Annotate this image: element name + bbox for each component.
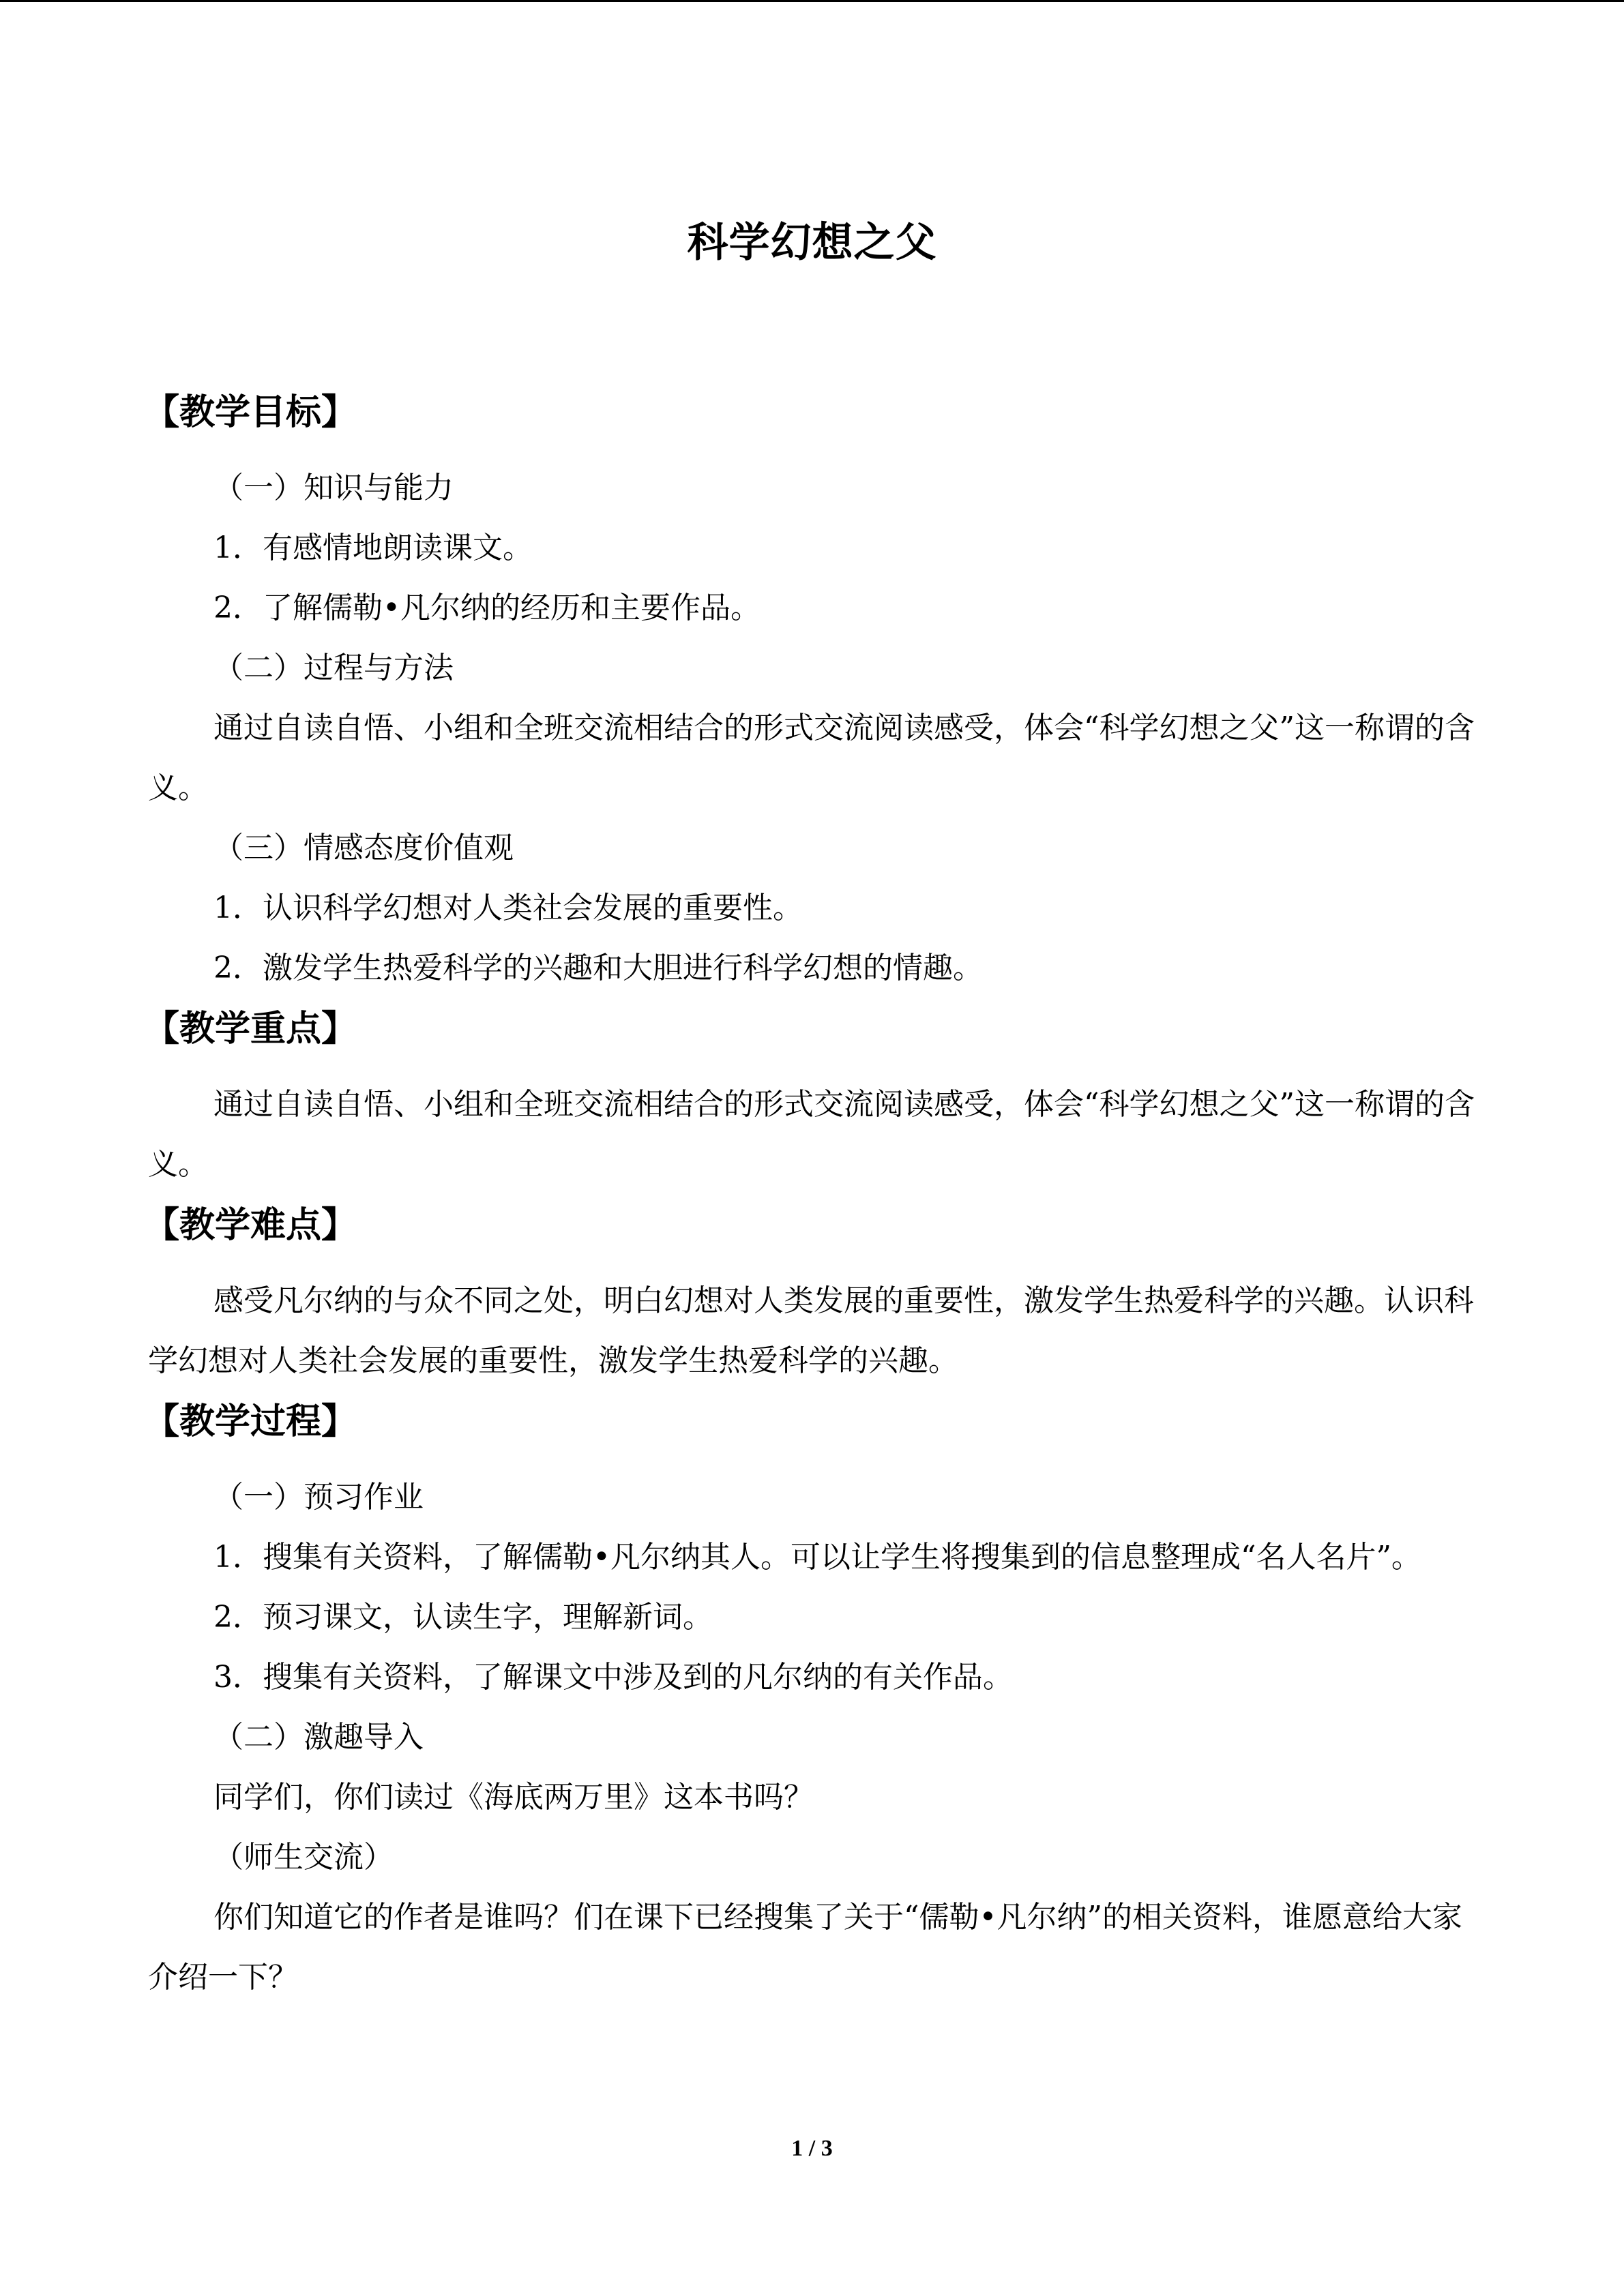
paragraph: （师生交流） xyxy=(213,1840,394,1875)
subheading-process-method: （二）过程与方法 xyxy=(213,651,454,685)
paragraph: 你们知道它的作者是谁吗？们在课下已经搜集了关于“儒勒•凡尔纳”的相关资料，谁愿意给大家介绍一下？ xyxy=(148,1900,1462,1995)
document-title: 科学幻想之父 xyxy=(687,219,937,267)
paragraph: 感受凡尔纳的与众不同之处，明白幻想对人类发展的重要性，激发学生热爱科学的兴趣。认识科学幻想对人类社会发展的重要性，激发学生热爱科学的兴趣。 xyxy=(148,1283,1474,1378)
top-border-line xyxy=(0,0,1624,2)
section-teaching-objectives xyxy=(144,382,1478,998)
process-item: 2．预习课文，认读生字，理解新词。 xyxy=(213,1600,713,1635)
subheading-knowledge-ability: （一）知识与能力 xyxy=(213,471,454,505)
section-teaching-process xyxy=(144,1391,1478,2008)
paragraph: 通过自读自悟、小组和全班交流相结合的形式交流阅读感受，体会“科学幻想之父”这一称谓的含义。 xyxy=(148,711,1475,805)
subheading-introduction: （二）激趣导入 xyxy=(213,1720,424,1755)
objective-item: 1．有感情地朗读课文。 xyxy=(213,531,533,565)
section-heading: 【教学难点】 xyxy=(144,1204,357,1246)
paragraph: 同学们，你们读过《海底两万里》这本书吗？ xyxy=(213,1780,814,1815)
section-key-points xyxy=(144,998,1478,1195)
section-heading: 【教学重点】 xyxy=(144,1008,357,1049)
section-heading: 【教学目标】 xyxy=(144,391,357,433)
subheading-preview-homework: （一）预习作业 xyxy=(213,1480,424,1515)
process-item: 3．搜集有关资料，了解课文中涉及到的凡尔纳的有关作品。 xyxy=(213,1660,1013,1695)
objective-item: 1．认识科学幻想对人类社会发展的重要性。 xyxy=(213,891,803,925)
paragraph: 通过自读自悟、小组和全班交流相结合的形式交流阅读感受，体会“科学幻想之父”这一称谓的含义。 xyxy=(148,1087,1475,1182)
section-difficulties xyxy=(144,1195,1478,1391)
page-number: 1 / 3 xyxy=(791,2136,833,2161)
subheading-attitude-values: （三）情感态度价值观 xyxy=(213,831,514,865)
section-heading: 【教学过程】 xyxy=(144,1401,357,1442)
objective-item: 2．了解儒勒•凡尔纳的经历和主要作品。 xyxy=(213,591,761,625)
process-item: 1．搜集有关资料，了解儒勒•凡尔纳其人。可以让学生将搜集到的信息整理成“名人名片”。 xyxy=(213,1540,1421,1575)
document-body xyxy=(144,382,1478,2008)
objective-item: 2．激发学生热爱科学的兴趣和大胆进行科学幻想的情趣。 xyxy=(213,951,983,985)
